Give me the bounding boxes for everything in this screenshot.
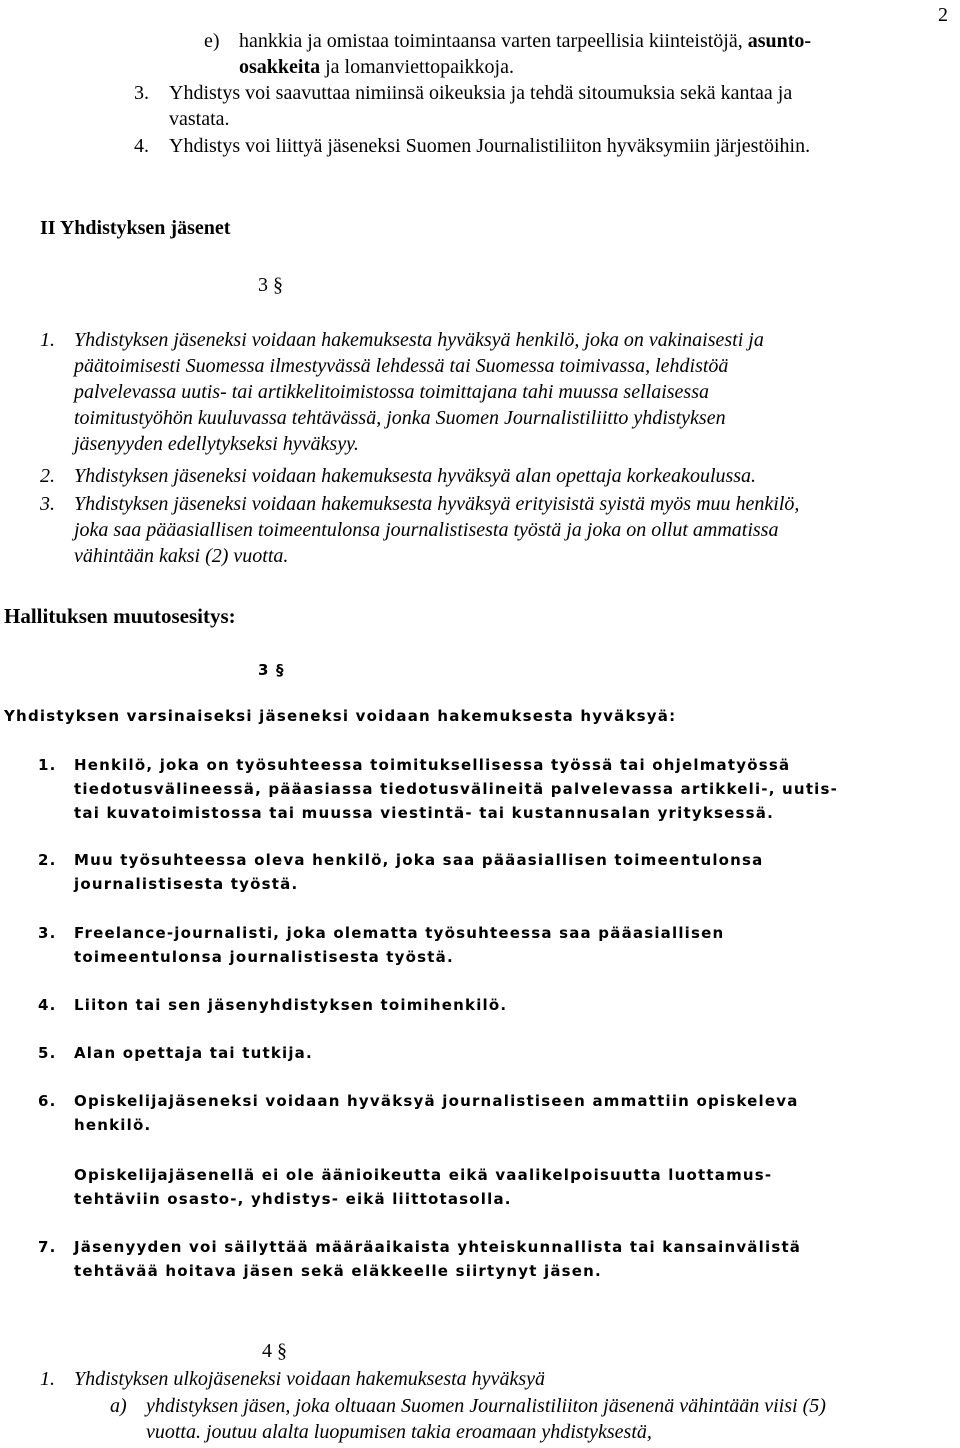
current-rule-line: päätoimisesti Suomessa ilmestyvässä lehdessä tai Suomessa toimivassa, lehdistöä	[74, 355, 729, 377]
list-item-3-line2: vastata.	[169, 108, 230, 130]
list-item-4-line1: Yhdistys voi liittyä jäseneksi Suomen Journalistiliiton hyväksymiin järjestöihin.	[169, 135, 811, 157]
para4-sub-a-marker: a)	[110, 1395, 127, 1417]
proposal-item-line: Jäsenyyden voi säilyttää määräaikaista yhteiskunnallista tai kansainvälistä	[74, 1238, 802, 1256]
para4-item-1-text: Yhdistyksen ulkojäseneksi voidaan hakemuksesta hyväksyä	[74, 1368, 545, 1390]
current-rule-marker: 3.	[40, 493, 55, 515]
current-rule-line: jäsenyyden edellytykseksi hyväksyy.	[74, 433, 359, 455]
proposal-item-marker: 7.	[38, 1238, 57, 1256]
proposal-item-line: toimeentulonsa journalistisesta työstä.	[74, 948, 454, 966]
proposal-item-line: Opiskelijajäseneksi voidaan hyväksyä journalistiseen ammattiin opiskeleva	[74, 1092, 799, 1110]
para4-sub-a-line1: yhdistyksen jäsen, joka oltuaan Suomen Journalistiliiton jäsenenä vähintään viisi (5)	[146, 1395, 826, 1417]
current-rule-line: Yhdistyksen jäseneksi voidaan hakemuksesta hyväksyä erityisistä syistä myös muu henkilö,	[74, 493, 800, 515]
paragraph-3-heading: 3 §	[258, 274, 283, 296]
para4-sub-a-line2: vuotta. joutuu alalta luopumisen takia eroamaan yhdistyksestä,	[146, 1421, 652, 1443]
proposal-item-line: Opiskelijajäsenellä ei ole äänioikeutta eikä vaalikelpoisuutta luottamus-	[74, 1166, 773, 1184]
item-e-text-bold: asunto-	[747, 30, 812, 52]
proposal-item-marker: 6.	[38, 1092, 57, 1110]
item-e-text-bold2: osakkeita	[239, 56, 321, 78]
proposal-item-line: journalistisesta työstä.	[74, 875, 299, 893]
current-rule-line: Yhdistyksen jäseneksi voidaan hakemuksesta hyväksyä henkilö, joka on vakinaisesti ja	[74, 329, 764, 351]
current-rule-line: joka saa pääasiallisen toimeentulonsa journalistisesta työstä ja joka on ollut ammatissa	[74, 519, 779, 541]
para4-item-1-marker: 1.	[40, 1368, 55, 1390]
proposal-item-marker: 1.	[38, 756, 57, 774]
proposal-item-marker: 4.	[38, 996, 57, 1014]
proposal-item-line: Freelance-journalisti, joka olematta työsuhteessa saa pääasiallisen	[74, 924, 725, 942]
proposal-item-line: tai kuvatoimistossa tai muussa viestintä- tai kustannusalan yrityksessä.	[74, 804, 775, 822]
page-number: 2	[938, 4, 948, 26]
proposal-heading: Hallituksen muutosesitys:	[4, 604, 236, 628]
list-marker-4: 4.	[134, 135, 149, 157]
paragraph-4-heading: 4 §	[262, 1340, 287, 1362]
proposal-item-marker: 2.	[38, 851, 57, 869]
list-item-3-line1: Yhdistys voi saavuttaa nimiinsä oikeuksia ja tehdä sitoumuksia sekä kantaa ja	[169, 82, 793, 104]
section-heading: II Yhdistyksen jäsenet	[40, 217, 231, 239]
current-rule-marker: 2.	[40, 465, 55, 487]
list-item-e-line1	[239, 28, 811, 54]
proposal-item-marker: 5.	[38, 1044, 57, 1062]
current-rule-line: palvelevassa uutis- tai artikkelitoimistossa toimittajana tahi muussa sellaisessa	[74, 381, 709, 403]
proposal-item-line: henkilö.	[74, 1116, 152, 1134]
proposal-item-line: Liiton tai sen jäsenyhdistyksen toimihenkilö.	[74, 996, 508, 1014]
proposal-item-line: tiedotusvälineessä, pääasiassa tiedotusvälineitä palvelevassa artikkeli-, uutis-	[74, 780, 839, 798]
item-e-text-plain: hankkia ja omistaa toimintaansa varten tarpeellisia kiinteistöjä,	[239, 30, 748, 52]
proposal-paragraph-heading: 3 §	[258, 661, 285, 679]
proposal-item-line: Henkilö, joka on työsuhteessa toimituksellisessa työssä tai ohjelmatyössä	[74, 756, 791, 774]
proposal-item-line: Alan opettaja tai tutkija.	[74, 1044, 313, 1062]
proposal-item-line: tehtäviin osasto-, yhdistys- eikä liittotasolla.	[74, 1190, 512, 1208]
proposal-item-line: tehtävää hoitava jäsen sekä eläkkeelle siirtynyt jäsen.	[74, 1262, 602, 1280]
current-rule-line: vähintään kaksi (2) vuotta.	[74, 545, 289, 567]
proposal-item-line: Muu työsuhteessa oleva henkilö, joka saa pääasiallisen toimeentulonsa	[74, 851, 764, 869]
item-e-text-plain2: ja lomanviettopaikkoja.	[320, 56, 514, 78]
current-rule-line: Yhdistyksen jäseneksi voidaan hakemuksesta hyväksyä alan opettaja korkeakoulussa.	[74, 465, 757, 487]
proposal-intro: Yhdistyksen varsinaiseksi jäseneksi voidaan hakemuksesta hyväksyä:	[4, 707, 677, 725]
proposal-item-marker: 3.	[38, 924, 57, 942]
list-item-e-line2	[239, 54, 514, 80]
list-marker-3: 3.	[134, 82, 149, 104]
list-marker-e: e)	[204, 30, 220, 52]
current-rule-marker: 1.	[40, 329, 55, 351]
current-rule-line: toimitustyöhön kuuluvassa tehtävässä, jonka Suomen Journalistiliitto yhdistyksen	[74, 407, 726, 429]
